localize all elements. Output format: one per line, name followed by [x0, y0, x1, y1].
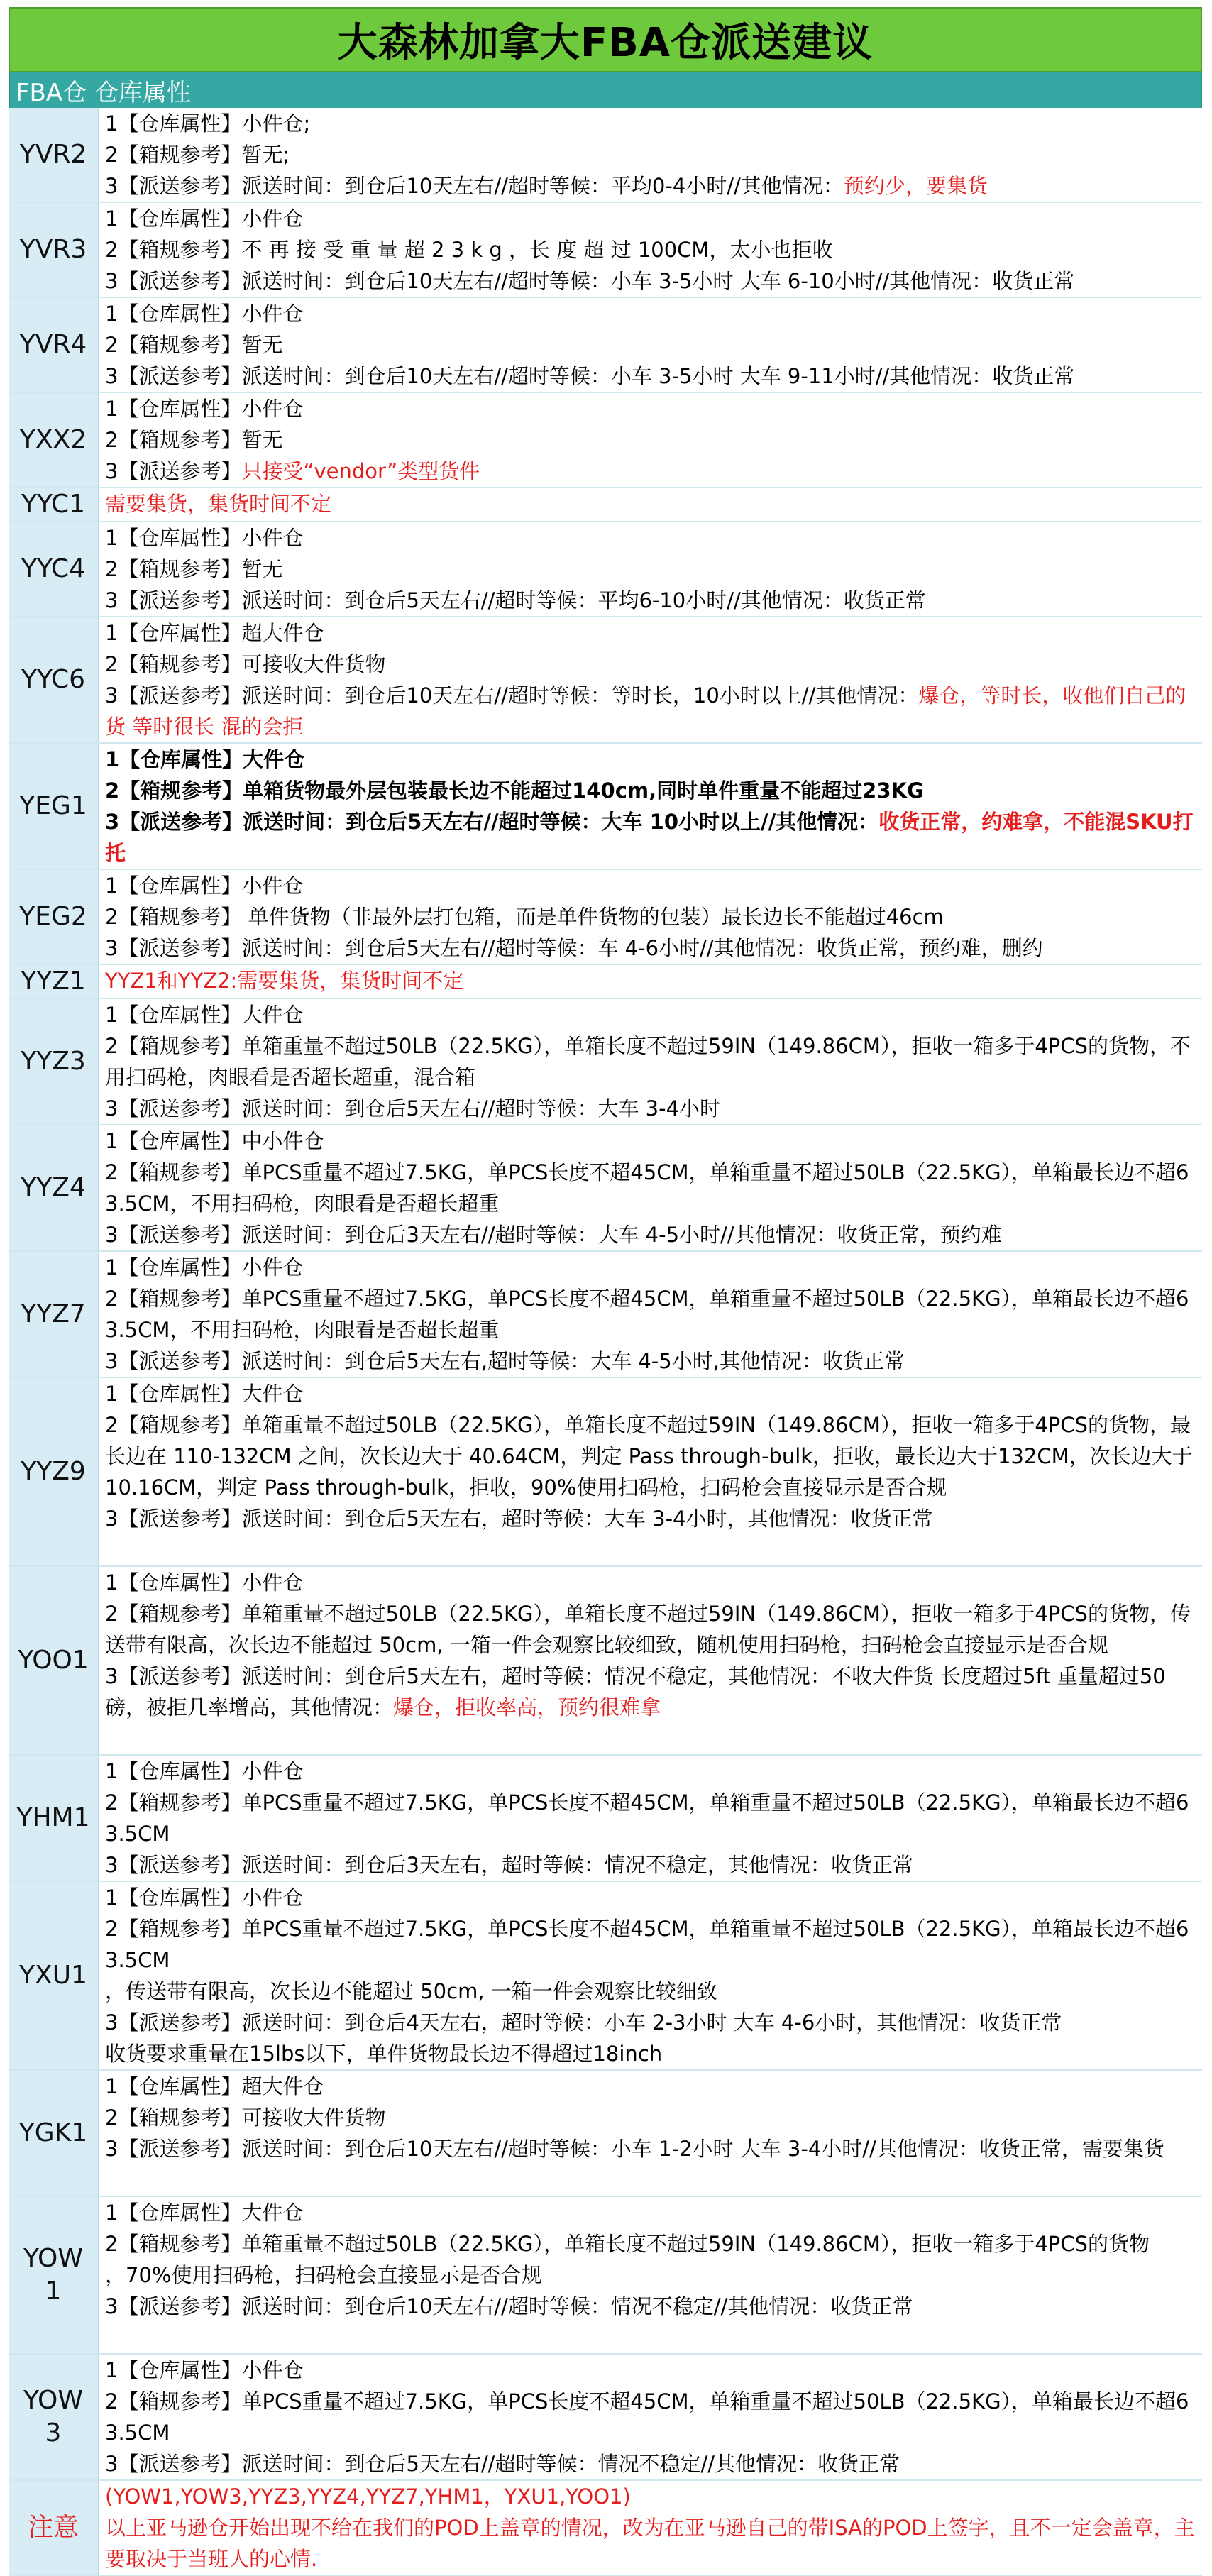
warehouse-details	[99, 488, 1202, 521]
detail-text: 1【仓库属性】大件仓	[105, 1382, 304, 1406]
highlight-text: YYZ1和YYZ2:需要集货，集货时间不定	[105, 969, 464, 993]
table-row	[9, 1125, 1202, 1252]
detail-line	[105, 1756, 1198, 1787]
detail-line	[105, 1030, 1198, 1093]
detail-text: 1【仓库属性】小件仓	[105, 207, 304, 231]
warehouse-details	[99, 1567, 1202, 1754]
detail-line	[105, 329, 1198, 360]
detail-line	[105, 1409, 1198, 1503]
detail-line	[105, 1252, 1198, 1283]
warehouse-code: YVR4	[9, 298, 99, 392]
detail-line	[105, 2228, 1198, 2259]
detail-line	[105, 1125, 1198, 1157]
detail-text: 2【箱规参考】单PCS重量不超过7.5KG，单PCS长度不超45CM，单箱重量不超过50LB（22.5KG），单箱最长边不超63.5CM，不用扫码枪，肉眼看是否超长超重	[105, 1287, 1189, 1342]
detail-text: 2【箱规参考】单PCS重量不超过7.5KG，单PCS长度不超45CM，单箱重量不超过50LB（22.5KG），单箱最长边不超63.5CM	[105, 1790, 1189, 1846]
detail-line	[105, 680, 1198, 742]
detail-text: 2【箱规参考】单PCS重量不超过7.5KG，单PCS长度不超45CM，单箱重量不超过50LB（22.5KG），单箱最长边不超63.5CM	[105, 1917, 1189, 1972]
detail-text: ，传送带有限高，次长边不能超过 50cm, 一箱一件会观察比较细致	[105, 1979, 717, 2003]
detail-line	[105, 1849, 1198, 1881]
detail-line	[105, 1567, 1198, 1598]
warehouse-code: YYC4	[9, 522, 99, 616]
table-row	[9, 393, 1202, 488]
detail-line	[105, 2133, 1198, 2164]
detail-line	[105, 2102, 1198, 2133]
detail-line	[105, 1378, 1198, 1409]
detail-line	[105, 617, 1198, 649]
warehouse-details	[99, 999, 1202, 1124]
table-row	[9, 2481, 1202, 2576]
detail-line	[105, 265, 1198, 297]
warehouse-code: YHM1	[9, 1756, 99, 1881]
detail-line	[105, 999, 1198, 1030]
detail-text: 1【仓库属性】小件仓	[105, 2358, 304, 2382]
table-row	[9, 298, 1202, 393]
detail-text: 1【仓库属性】小件仓	[105, 1759, 304, 1783]
detail-line	[105, 1219, 1198, 1250]
warehouse-code: YEG2	[9, 870, 99, 964]
detail-text: 1【仓库属性】大件仓	[105, 2201, 304, 2225]
detail-text: 3【派送参考】派送时间：到仓后5天左右//超时等候：平均6-10小时//其他情况：收货正常	[105, 588, 926, 612]
detail-line	[105, 2512, 1198, 2575]
table-row	[9, 1756, 1202, 1882]
detail-text: 2【箱规参考】单箱重量不超过50LB（22.5KG），单箱长度不超过59IN（149.86CM），拒收一箱多于4PCS的货物，不用扫码枪，肉眼看是否超长超重，混合箱	[105, 1034, 1191, 1089]
detail-text: 1【仓库属性】大件仓	[105, 747, 305, 771]
warehouse-details	[99, 744, 1202, 869]
warehouse-code: YOW 1	[9, 2197, 99, 2353]
detail-line	[105, 2071, 1198, 2102]
warehouse-code: YVR2	[9, 108, 99, 202]
detail-line	[105, 424, 1198, 456]
detail-line	[105, 1661, 1198, 1723]
detail-line	[105, 360, 1198, 392]
detail-line	[105, 2386, 1198, 2448]
detail-text: 3【派送参考】派送时间：到仓后5天左右//超时等候：情况不稳定//其他情况：收货正常	[105, 2452, 900, 2476]
detail-line	[105, 1787, 1198, 1849]
detail-line	[105, 139, 1198, 170]
detail-text: 3【派送参考】派送时间：到仓后10天左右//超时等候：平均0-4小时//其他情况：	[105, 174, 844, 198]
warehouse-details	[99, 2071, 1202, 2196]
detail-line	[105, 1976, 1198, 2007]
detail-line	[105, 1283, 1198, 1345]
detail-text: 2【箱规参考】单PCS重量不超过7.5KG，单PCS长度不超45CM，单箱重量不超过50LB（22.5KG），单箱最长边不超63.5CM	[105, 2389, 1189, 2445]
detail-line	[105, 234, 1198, 265]
column-header: FBA仓 仓库属性	[9, 72, 1202, 108]
table-row	[9, 1567, 1202, 1756]
warehouse-details	[99, 2481, 1202, 2575]
detail-text: 2【箱规参考】可接收大件货物	[105, 2106, 386, 2130]
detail-text: 1【仓库属性】小件仓	[105, 526, 304, 550]
warehouse-code: YYZ9	[9, 1378, 99, 1565]
warehouse-details	[99, 2355, 1202, 2479]
table-row	[9, 108, 1202, 203]
warehouse-details	[99, 522, 1202, 616]
detail-text: 2【箱规参考】单箱重量不超过50LB（22.5KG），单箱长度不超过59IN（149.86CM），拒收一箱多于4PCS的货物，传送带有限高，次长边不能超过 50cm, 一箱一件会观察比较细致，随机使用扫码枪，扫码枪会直接显示是否合规	[105, 1602, 1191, 1657]
detail-line	[105, 2481, 1198, 2512]
detail-line	[105, 965, 1198, 996]
detail-line	[105, 1345, 1198, 1377]
detail-line	[105, 806, 1198, 869]
table-row	[9, 870, 1202, 965]
warehouse-code: YYZ3	[9, 999, 99, 1124]
warehouse-details	[99, 965, 1202, 998]
detail-text: 1【仓库属性】小件仓	[105, 1570, 304, 1595]
detail-line	[105, 2355, 1198, 2386]
warehouse-code: YYZ1	[9, 965, 99, 998]
detail-line	[105, 2197, 1198, 2228]
detail-line	[105, 298, 1198, 329]
detail-text: 2【箱规参考】单箱货物最外层包装最长边不能超过140cm,同时单件重量不能超过23KG	[105, 778, 924, 803]
detail-text: 3【派送参考】派送时间：到仓后5天左右//超时等候：车 4-6小时//其他情况：收货正常，预约难，删约	[105, 936, 1043, 960]
detail-text: 1【仓库属性】超大件仓	[105, 621, 324, 645]
detail-text: 2【箱规参考】暂无	[105, 333, 283, 357]
detail-line	[105, 932, 1198, 964]
warehouse-details	[99, 1125, 1202, 1250]
warehouse-details	[99, 298, 1202, 392]
detail-text: 2【箱规参考】暂无	[105, 557, 283, 581]
detail-text: 3【派送参考】派送时间：到仓后10天左右//超时等候：小车 3-5小时 大车 9-11小时//其他情况：收货正常	[105, 364, 1075, 388]
detail-text: 2【箱规参考】暂无	[105, 428, 283, 452]
detail-line	[105, 108, 1198, 139]
highlight-text: 爆仓，等时长，收他们自己的货 等时很长 混的会拒	[105, 683, 1186, 739]
detail-line	[105, 2259, 1198, 2291]
warehouse-details	[99, 1882, 1202, 2069]
highlight-text: 只接受“vendor”类型货件	[241, 459, 480, 483]
warehouse-details	[99, 1378, 1202, 1565]
detail-line	[105, 1598, 1198, 1661]
warehouse-details	[99, 393, 1202, 487]
detail-text: 1【仓库属性】小件仓;	[105, 111, 311, 136]
detail-text: 2【箱规参考】 单件货物（非最外层打包箱，而是单件货物的包装）最长边长不能超过46cm	[105, 905, 944, 929]
detail-line	[105, 393, 1198, 424]
detail-line	[105, 170, 1198, 202]
warehouse-details	[99, 870, 1202, 964]
table-row	[9, 522, 1202, 617]
detail-text: 2【箱规参考】不 再 接 受 重 量 超 2 3 k g ，长 度 超 过 100CM，太小也拒收	[105, 238, 833, 262]
warehouse-code: YXU1	[9, 1882, 99, 2069]
detail-text: 3【派送参考】派送时间：到仓后3天左右，超时等候：情况不稳定，其他情况：收货正常	[105, 1853, 913, 1877]
detail-text: 3【派送参考】派送时间：到仓后10天左右//超时等候：情况不稳定//其他情况：收货正常	[105, 2294, 913, 2318]
warehouse-details	[99, 617, 1202, 742]
warehouse-code: YOW 3	[9, 2355, 99, 2479]
detail-line	[105, 2007, 1198, 2038]
warehouse-code: YYZ7	[9, 1252, 99, 1377]
table-row	[9, 2355, 1202, 2481]
warehouse-code: YVR3	[9, 203, 99, 297]
warehouse-code: YYC6	[9, 617, 99, 742]
detail-text: 2【箱规参考】可接收大件货物	[105, 652, 386, 676]
detail-text: 1【仓库属性】大件仓	[105, 1003, 304, 1027]
table-row	[9, 617, 1202, 744]
detail-line	[105, 1913, 1198, 1976]
warehouse-details	[99, 203, 1202, 297]
detail-text: 3【派送参考】派送时间：到仓后5天左右，超时等候：情况不稳定，其他情况：不收大件货 长度超过5ft 重量超过50磅，被拒几率增高，其他情况：	[105, 1664, 1166, 1719]
warehouse-code: YGK1	[9, 2071, 99, 2196]
warehouse-details	[99, 108, 1202, 202]
detail-text: 3【派送参考】派送时间：到仓后10天左右//超时等候：等时长，10小时以上//其他情况：	[105, 683, 919, 708]
detail-line	[105, 1093, 1198, 1124]
detail-text: 1【仓库属性】小件仓	[105, 397, 304, 421]
detail-line	[105, 2038, 1198, 2069]
warehouse-code: YXX2	[9, 393, 99, 487]
detail-line	[105, 1503, 1198, 1534]
detail-line	[105, 554, 1198, 585]
table-row	[9, 1252, 1202, 1378]
detail-text: 2【箱规参考】单箱重量不超过50LB（22.5KG），单箱长度不超过59IN（149.86CM），拒收一箱多于4PCS的货物	[105, 2232, 1150, 2256]
table-row	[9, 1882, 1202, 2071]
detail-text: 3【派送参考】派送时间：到仓后5天左右,超时等候：大车 4-5小时,其他情况：收货正常	[105, 1349, 905, 1373]
highlight-text: 以上亚马逊仓开始出现不给在我们的POD上盖章的情况，改为在亚马逊自己的带ISA的POD上签字，且不一定会盖章，主要取决于当班人的心情.	[105, 2516, 1195, 2571]
detail-text: 收货要求重量在15lbs以下，单件货物最长边不得超过18inch	[105, 2042, 663, 2066]
detail-text: 1【仓库属性】中小件仓	[105, 1129, 324, 1153]
table-row	[9, 2071, 1202, 2197]
detail-text: ，70%使用扫码枪，扫码枪会直接显示是否合规	[105, 2263, 542, 2287]
detail-text: 2【箱规参考】单PCS重量不超过7.5KG，单PCS长度不超45CM，单箱重量不超过50LB（22.5KG），单箱最长边不超63.5CM，不用扫码枪，肉眼看是否超长超重	[105, 1160, 1189, 1216]
table-row	[9, 1378, 1202, 1567]
detail-line	[105, 901, 1198, 932]
highlight-text: (YOW1,YOW3,YYZ3,YYZ4,YYZ7,YHM1，YXU1,YOO1)	[105, 2484, 631, 2509]
detail-line	[105, 870, 1198, 901]
detail-line	[105, 585, 1198, 616]
warehouse-code: YYZ4	[9, 1125, 99, 1250]
detail-line	[105, 649, 1198, 680]
table-row	[9, 744, 1202, 870]
detail-text: 1【仓库属性】超大件仓	[105, 2074, 324, 2098]
table-row	[9, 488, 1202, 522]
detail-line	[105, 744, 1198, 775]
detail-text: 1【仓库属性】小件仓	[105, 302, 304, 326]
table-row	[9, 965, 1202, 999]
detail-text: 3【派送参考】派送时间：到仓后10天左右//超时等候：小车 1-2小时 大车 3-4小时//其他情况：收货正常，需要集货	[105, 2137, 1164, 2161]
detail-text: 3【派送参考】派送时间：到仓后4天左右，超时等候：小车 2-3小时 大车 4-6小时，其他情况：收货正常	[105, 2010, 1062, 2035]
detail-line	[105, 203, 1198, 234]
detail-text: 2【箱规参考】单箱重量不超过50LB（22.5KG），单箱长度不超过59IN（149.86CM），拒收一箱多于4PCS的货物，最长边在 110-132CM 之间，次长边大于 40.64CM，判定 Pass through-bulk，拒收，最长边大于132CM，次长边大于 10.16CM，判定 Pass through-bulk，拒收，90%使用扫码枪，扫码枪会直接显示是否合规	[105, 1413, 1199, 1499]
warehouse-details	[99, 2197, 1202, 2353]
detail-line	[105, 2448, 1198, 2479]
warehouse-sheet	[9, 7, 1202, 2576]
table-row	[9, 2197, 1202, 2355]
detail-line	[105, 456, 1198, 487]
detail-line	[105, 1157, 1198, 1219]
warehouse-code: YEG1	[9, 744, 99, 869]
highlight-text: 爆仓，拒收率高，预约很难拿	[393, 1695, 661, 1719]
detail-text: 1【仓库属性】小件仓	[105, 1886, 304, 1910]
warehouse-details	[99, 1756, 1202, 1881]
detail-line	[105, 488, 1198, 519]
detail-text: 2【箱规参考】暂无;	[105, 143, 290, 167]
detail-text: 3【派送参考】	[105, 459, 242, 483]
highlight-text: 需要集货，集货时间不定	[105, 492, 332, 516]
highlight-text: 预约少，要集货	[843, 174, 988, 198]
warehouse-code: YOO1	[9, 1567, 99, 1754]
detail-line	[105, 522, 1198, 554]
table-row	[9, 203, 1202, 298]
table-row	[9, 999, 1202, 1125]
warehouse-table	[9, 108, 1202, 2576]
note-label: 注意	[9, 2481, 99, 2575]
warehouse-code: YYC1	[9, 488, 99, 521]
detail-text: 3【派送参考】派送时间：到仓后10天左右//超时等候：小车 3-5小时 大车 6-10小时//其他情况：收货正常	[105, 269, 1075, 293]
detail-line	[105, 775, 1198, 806]
warehouse-details	[99, 1252, 1202, 1377]
page-title: 大森林加拿大FBA仓派送建议	[9, 7, 1202, 72]
detail-text: 1【仓库属性】小件仓	[105, 1255, 304, 1279]
detail-text: 3【派送参考】派送时间：到仓后5天左右//超时等候：大车 3-4小时	[105, 1096, 721, 1121]
detail-text: 3【派送参考】派送时间：到仓后5天左右，超时等候：大车 3-4小时，其他情况：收货正常	[105, 1507, 933, 1531]
detail-line	[105, 1882, 1198, 1913]
detail-line	[105, 2291, 1198, 2322]
detail-text: 3【派送参考】派送时间：到仓后5天左右//超时等候：大车 10小时以上//其他情况：	[105, 810, 879, 834]
highlight-text: 收货正常，约难拿，不能混SKU打托	[105, 810, 1194, 865]
detail-text: 1【仓库属性】小件仓	[105, 874, 304, 898]
detail-text: 3【派送参考】派送时间：到仓后3天左右//超时等候：大车 4-5小时//其他情况：收货正常，预约难	[105, 1223, 1002, 1247]
